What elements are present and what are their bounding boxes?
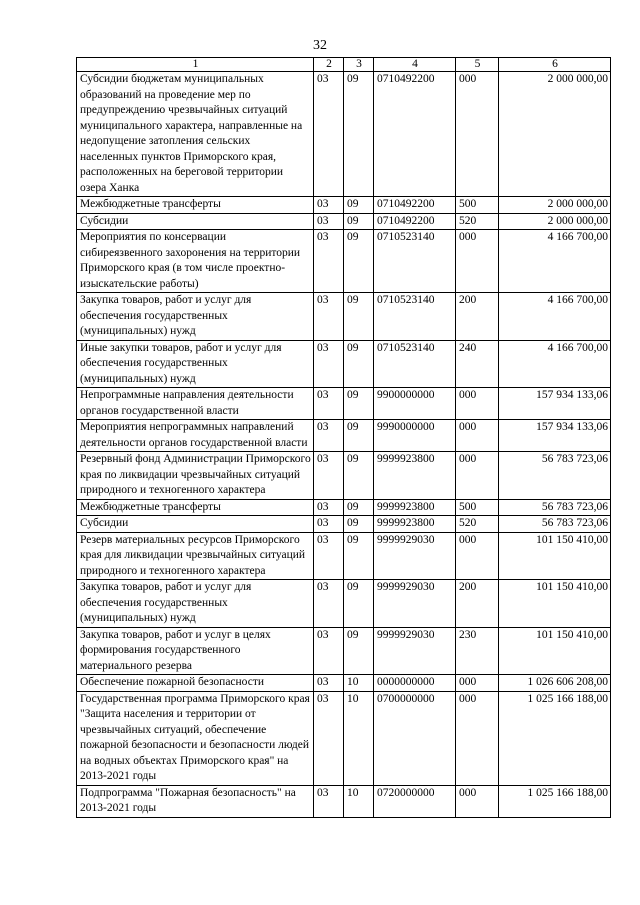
expense-type-code: 240	[456, 340, 499, 388]
amount-cell: 1 025 166 188,00	[499, 691, 611, 785]
expense-type-code: 230	[456, 627, 499, 675]
target-article-code: 9999929030	[374, 532, 456, 580]
table-row	[77, 785, 611, 817]
row-name: Межбюджетные трансферты	[77, 197, 314, 214]
table-row	[77, 72, 611, 197]
column-header: 2	[314, 58, 344, 72]
amount-cell: 101 150 410,00	[499, 532, 611, 580]
page-number: 32	[313, 38, 327, 53]
row-name: Субсидии	[77, 516, 314, 533]
target-article-code: 9999929030	[374, 627, 456, 675]
row-name: Субсидии	[77, 213, 314, 230]
target-article-code: 0000000000	[374, 675, 456, 692]
expense-type-code: 000	[456, 691, 499, 785]
column-header: 3	[344, 58, 374, 72]
amount-cell: 56 783 723,06	[499, 499, 611, 516]
row-name: Мероприятия по консервации сибиреязвенного захоронения на территории Приморского края (в том числе проектно-изыскательские работы)	[77, 230, 314, 293]
row-name: Межбюджетные трансферты	[77, 499, 314, 516]
subsection-code: 09	[344, 213, 374, 230]
amount-cell: 2 000 000,00	[499, 197, 611, 214]
target-article-code: 9999923800	[374, 516, 456, 533]
section-code: 03	[314, 213, 344, 230]
amount-cell: 4 166 700,00	[499, 340, 611, 388]
table-row	[77, 675, 611, 692]
expense-type-code: 000	[456, 72, 499, 197]
section-code: 03	[314, 691, 344, 785]
section-code: 03	[314, 499, 344, 516]
subsection-code: 10	[344, 785, 374, 817]
table-row	[77, 420, 611, 452]
subsection-code: 09	[344, 532, 374, 580]
row-name: Государственная программа Приморского края "Защита населения и территории от чрезвычайных ситуаций, обеспечение пожарной безопасности и безопасности людей на водных объектах Приморского края" на 2013-2021 годы	[77, 691, 314, 785]
expense-type-code: 520	[456, 516, 499, 533]
table-row	[77, 197, 611, 214]
subsection-code: 09	[344, 499, 374, 516]
budget-table	[76, 57, 611, 818]
row-name: Закупка товаров, работ и услуг для обеспечения государственных (муниципальных) нужд	[77, 580, 314, 628]
row-name: Субсидии бюджетам муниципальных образований на проведение мер по предупреждению чрезвычайных ситуаций муниципального характера, направленные на недопущение затопления сельских населенных пунктов Приморского края, расположенных на береговой территории озера Ханка	[77, 72, 314, 197]
subsection-code: 09	[344, 72, 374, 197]
target-article-code: 0710523140	[374, 340, 456, 388]
section-code: 03	[314, 532, 344, 580]
target-article-code: 9900000000	[374, 388, 456, 420]
row-name: Подпрограмма "Пожарная безопасность" на 2013-2021 годы	[77, 785, 314, 817]
subsection-code: 09	[344, 388, 374, 420]
subsection-code: 10	[344, 675, 374, 692]
section-code: 03	[314, 340, 344, 388]
row-name: Закупка товаров, работ и услуг для обеспечения государственных (муниципальных) нужд	[77, 293, 314, 341]
subsection-code: 09	[344, 627, 374, 675]
row-name: Иные закупки товаров, работ и услуг для обеспечения государственных (муниципальных) нужд	[77, 340, 314, 388]
target-article-code: 9999923800	[374, 452, 456, 500]
section-code: 03	[314, 785, 344, 817]
row-name: Обеспечение пожарной безопасности	[77, 675, 314, 692]
expense-type-code: 500	[456, 499, 499, 516]
section-code: 03	[314, 452, 344, 500]
expense-type-code: 200	[456, 580, 499, 628]
table-row	[77, 499, 611, 516]
column-header: 5	[456, 58, 499, 72]
column-header: 4	[374, 58, 456, 72]
amount-cell: 56 783 723,06	[499, 452, 611, 500]
section-code: 03	[314, 293, 344, 341]
amount-cell: 56 783 723,06	[499, 516, 611, 533]
amount-cell: 1 025 166 188,00	[499, 785, 611, 817]
table-row	[77, 452, 611, 500]
section-code: 03	[314, 516, 344, 533]
target-article-code: 0710492200	[374, 213, 456, 230]
table-row	[77, 230, 611, 293]
table-row	[77, 516, 611, 533]
column-header: 1	[77, 58, 314, 72]
subsection-code: 09	[344, 516, 374, 533]
expense-type-code: 500	[456, 197, 499, 214]
subsection-code: 09	[344, 230, 374, 293]
target-article-code: 0710523140	[374, 230, 456, 293]
subsection-code: 09	[344, 580, 374, 628]
expense-type-code: 000	[456, 675, 499, 692]
target-article-code: 0710523140	[374, 293, 456, 341]
section-code: 03	[314, 197, 344, 214]
expense-type-code: 000	[456, 420, 499, 452]
row-name: Резервный фонд Администрации Приморского края по ликвидации чрезвычайных ситуаций природного и техногенного характера	[77, 452, 314, 500]
row-name: Закупка товаров, работ и услуг в целях формирования государственного материального резерва	[77, 627, 314, 675]
table-row	[77, 580, 611, 628]
target-article-code: 0710492200	[374, 72, 456, 197]
table-row	[77, 293, 611, 341]
amount-cell: 4 166 700,00	[499, 230, 611, 293]
section-code: 03	[314, 72, 344, 197]
target-article-code: 9999923800	[374, 499, 456, 516]
section-code: 03	[314, 230, 344, 293]
subsection-code: 09	[344, 197, 374, 214]
subsection-code: 09	[344, 420, 374, 452]
header-row	[77, 58, 611, 72]
table-row	[77, 340, 611, 388]
subsection-code: 09	[344, 452, 374, 500]
table-row	[77, 388, 611, 420]
section-code: 03	[314, 627, 344, 675]
section-code: 03	[314, 388, 344, 420]
amount-cell: 2 000 000,00	[499, 72, 611, 197]
subsection-code: 09	[344, 340, 374, 388]
target-article-code: 0710492200	[374, 197, 456, 214]
target-article-code: 0720000000	[374, 785, 456, 817]
row-name: Резерв материальных ресурсов Приморского края для ликвидации чрезвычайных ситуаций природного и техногенного характера	[77, 532, 314, 580]
amount-cell: 157 934 133,06	[499, 420, 611, 452]
table-row	[77, 627, 611, 675]
target-article-code: 0700000000	[374, 691, 456, 785]
row-name: Непрограммные направления деятельности органов государственной власти	[77, 388, 314, 420]
table-row	[77, 213, 611, 230]
amount-cell: 1 026 606 208,00	[499, 675, 611, 692]
amount-cell: 101 150 410,00	[499, 580, 611, 628]
amount-cell: 2 000 000,00	[499, 213, 611, 230]
amount-cell: 157 934 133,06	[499, 388, 611, 420]
section-code: 03	[314, 580, 344, 628]
amount-cell: 101 150 410,00	[499, 627, 611, 675]
target-article-code: 9999929030	[374, 580, 456, 628]
expense-type-code: 520	[456, 213, 499, 230]
row-name: Мероприятия непрограммных направлений деятельности органов государственной власти	[77, 420, 314, 452]
expense-type-code: 000	[456, 785, 499, 817]
expense-type-code: 000	[456, 452, 499, 500]
section-code: 03	[314, 675, 344, 692]
column-header: 6	[499, 58, 611, 72]
table-row	[77, 532, 611, 580]
section-code: 03	[314, 420, 344, 452]
expense-type-code: 000	[456, 230, 499, 293]
expense-type-code: 000	[456, 388, 499, 420]
subsection-code: 09	[344, 293, 374, 341]
amount-cell: 4 166 700,00	[499, 293, 611, 341]
table-row	[77, 691, 611, 785]
subsection-code: 10	[344, 691, 374, 785]
expense-type-code: 200	[456, 293, 499, 341]
expense-type-code: 000	[456, 532, 499, 580]
target-article-code: 9990000000	[374, 420, 456, 452]
